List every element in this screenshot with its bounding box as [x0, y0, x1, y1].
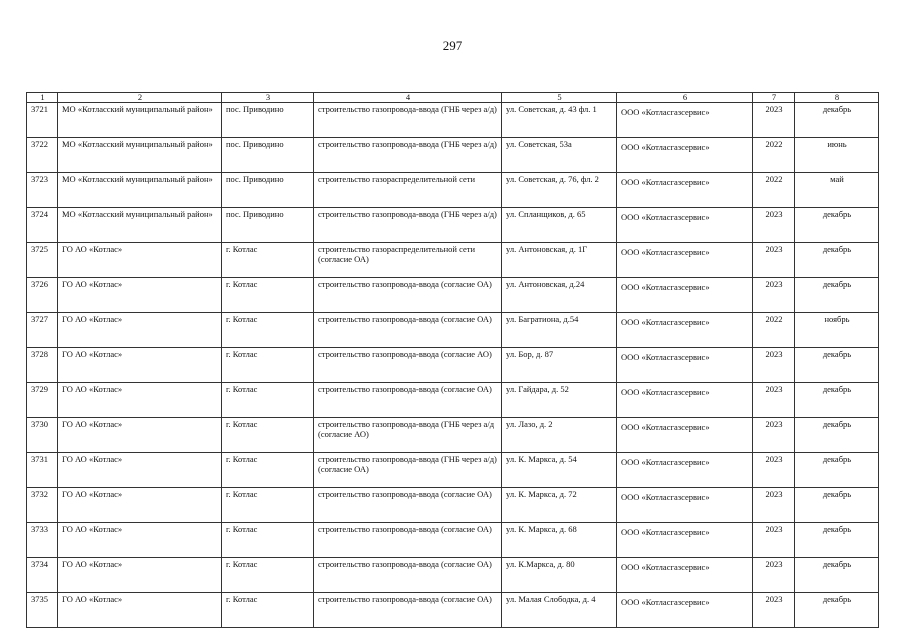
row-number-cell: 3721 — [27, 103, 58, 138]
row-number-cell: 3730 — [27, 418, 58, 453]
settlement-cell: г. Котлас — [222, 418, 314, 453]
settlement-cell: г. Котлас — [222, 348, 314, 383]
work-description-cell: строительство газораспределительной сети — [314, 173, 502, 208]
work-description-cell: строительство газопровода-ввода (ГНБ через а/д (согласие АО) — [314, 418, 502, 453]
municipality-cell: МО «Котласский муниципальный район» — [58, 103, 222, 138]
table-row — [27, 138, 879, 173]
municipality-cell: ГО АО «Котлас» — [58, 278, 222, 313]
month-cell: декабрь — [795, 278, 879, 313]
row-number-cell: 3734 — [27, 558, 58, 593]
row-number-cell: 3735 — [27, 593, 58, 628]
municipality-cell: ГО АО «Котлас» — [58, 243, 222, 278]
address-cell: ул. Спланщиков, д. 65 — [502, 208, 617, 243]
table-row — [27, 523, 879, 558]
table-row — [27, 418, 879, 453]
work-description-cell: строительство газопровода-ввода (согласие АО) — [314, 348, 502, 383]
municipality-cell: ГО АО «Котлас» — [58, 488, 222, 523]
row-number-cell: 3722 — [27, 138, 58, 173]
organization-cell: ООО «Котласгазсервис» — [617, 383, 753, 418]
row-number-cell: 3723 — [27, 173, 58, 208]
row-number-cell: 3724 — [27, 208, 58, 243]
year-cell: 2022 — [753, 313, 795, 348]
organization-cell: ООО «Котласгазсервис» — [617, 208, 753, 243]
settlement-cell: г. Котлас — [222, 523, 314, 558]
address-cell: ул. Лазо, д. 2 — [502, 418, 617, 453]
settlement-cell: пос. Приводино — [222, 138, 314, 173]
work-description-cell: строительство газораспределительной сети (согласие ОА) — [314, 243, 502, 278]
row-number-cell: 3727 — [27, 313, 58, 348]
work-description-cell: строительство газопровода-ввода (ГНБ через а/д) (согласие ОА) — [314, 453, 502, 488]
row-number-cell: 3732 — [27, 488, 58, 523]
column-header-3: 3 — [222, 93, 314, 103]
organization-cell: ООО «Котласгазсервис» — [617, 313, 753, 348]
organization-cell: ООО «Котласгазсервис» — [617, 523, 753, 558]
month-cell: декабрь — [795, 418, 879, 453]
table-row — [27, 383, 879, 418]
organization-cell: ООО «Котласгазсервис» — [617, 173, 753, 208]
work-description-cell: строительство газопровода-ввода (согласие ОА) — [314, 523, 502, 558]
table-row — [27, 208, 879, 243]
organization-cell: ООО «Котласгазсервис» — [617, 103, 753, 138]
row-number-cell: 3726 — [27, 278, 58, 313]
month-cell: ноябрь — [795, 313, 879, 348]
organization-cell: ООО «Котласгазсервис» — [617, 348, 753, 383]
year-cell: 2022 — [753, 138, 795, 173]
month-cell: декабрь — [795, 208, 879, 243]
municipality-cell: ГО АО «Котлас» — [58, 313, 222, 348]
address-cell: ул. К. Маркса, д. 68 — [502, 523, 617, 558]
settlement-cell: г. Котлас — [222, 488, 314, 523]
municipality-cell: ГО АО «Котлас» — [58, 593, 222, 628]
address-cell: ул. Антоновская, д. 1Г — [502, 243, 617, 278]
column-header-4: 4 — [314, 93, 502, 103]
table-row — [27, 348, 879, 383]
row-number-cell: 3725 — [27, 243, 58, 278]
table-row — [27, 593, 879, 628]
year-cell: 2023 — [753, 208, 795, 243]
month-cell: декабрь — [795, 243, 879, 278]
organization-cell: ООО «Котласгазсервис» — [617, 593, 753, 628]
settlement-cell: пос. Приводино — [222, 208, 314, 243]
month-cell: декабрь — [795, 523, 879, 558]
month-cell: июнь — [795, 138, 879, 173]
work-description-cell: строительство газопровода-ввода (согласие ОА) — [314, 558, 502, 593]
table-row — [27, 278, 879, 313]
municipality-cell: ГО АО «Котлас» — [58, 523, 222, 558]
month-cell: декабрь — [795, 593, 879, 628]
month-cell: декабрь — [795, 103, 879, 138]
municipality-cell: МО «Котласский муниципальный район» — [58, 173, 222, 208]
organization-cell: ООО «Котласгазсервис» — [617, 558, 753, 593]
year-cell: 2023 — [753, 103, 795, 138]
municipality-cell: ГО АО «Котлас» — [58, 383, 222, 418]
municipality-cell: ГО АО «Котлас» — [58, 453, 222, 488]
address-cell: ул. Бор, д. 87 — [502, 348, 617, 383]
header-row — [27, 93, 879, 103]
row-number-cell: 3731 — [27, 453, 58, 488]
settlement-cell: г. Котлас — [222, 313, 314, 348]
settlement-cell: г. Котлас — [222, 558, 314, 593]
table-row — [27, 103, 879, 138]
municipality-cell: ГО АО «Котлас» — [58, 558, 222, 593]
row-number-cell: 3729 — [27, 383, 58, 418]
address-cell: ул. Малая Слободка, д. 4 — [502, 593, 617, 628]
work-description-cell: строительство газопровода-ввода (ГНБ через а/д) — [314, 138, 502, 173]
address-cell: ул. К. Маркса, д. 54 — [502, 453, 617, 488]
table-row — [27, 313, 879, 348]
work-description-cell: строительство газопровода-ввода (согласие ОА) — [314, 313, 502, 348]
municipality-cell: МО «Котласский муниципальный район» — [58, 208, 222, 243]
column-header-6: 6 — [617, 93, 753, 103]
month-cell: декабрь — [795, 383, 879, 418]
organization-cell: ООО «Котласгазсервис» — [617, 138, 753, 173]
column-header-7: 7 — [753, 93, 795, 103]
address-cell: ул. Антоновская, д.24 — [502, 278, 617, 313]
table-row — [27, 243, 879, 278]
month-cell: декабрь — [795, 348, 879, 383]
address-cell: ул. Советская, 53а — [502, 138, 617, 173]
address-cell: ул. Багратиона, д.54 — [502, 313, 617, 348]
settlement-cell: пос. Приводино — [222, 103, 314, 138]
year-cell: 2023 — [753, 383, 795, 418]
address-cell: ул. К.Маркса, д. 80 — [502, 558, 617, 593]
settlement-cell: г. Котлас — [222, 593, 314, 628]
month-cell: декабрь — [795, 558, 879, 593]
year-cell: 2023 — [753, 488, 795, 523]
settlement-cell: г. Котлас — [222, 383, 314, 418]
column-header-1: 1 — [27, 93, 58, 103]
municipality-cell: ГО АО «Котлас» — [58, 348, 222, 383]
address-cell: ул. Гайдара, д. 52 — [502, 383, 617, 418]
month-cell: май — [795, 173, 879, 208]
work-description-cell: строительство газопровода-ввода (согласие ОА) — [314, 488, 502, 523]
month-cell: декабрь — [795, 453, 879, 488]
table-row — [27, 173, 879, 208]
settlement-cell: г. Котлас — [222, 243, 314, 278]
year-cell: 2023 — [753, 243, 795, 278]
month-cell: декабрь — [795, 488, 879, 523]
municipality-cell: МО «Котласский муниципальный район» — [58, 138, 222, 173]
settlement-cell: г. Котлас — [222, 278, 314, 313]
settlement-cell: пос. Приводино — [222, 173, 314, 208]
year-cell: 2022 — [753, 173, 795, 208]
page-number: 297 — [442, 38, 463, 53]
data-table — [26, 92, 879, 628]
work-description-cell: строительство газопровода-ввода (ГНБ через а/д) — [314, 208, 502, 243]
organization-cell: ООО «Котласгазсервис» — [617, 278, 753, 313]
row-number-cell: 3728 — [27, 348, 58, 383]
column-header-5: 5 — [502, 93, 617, 103]
year-cell: 2023 — [753, 453, 795, 488]
organization-cell: ООО «Котласгазсервис» — [617, 243, 753, 278]
address-cell: ул. Советская, д. 76, фл. 2 — [502, 173, 617, 208]
year-cell: 2023 — [753, 278, 795, 313]
work-description-cell: строительство газопровода-ввода (согласие ОА) — [314, 383, 502, 418]
year-cell: 2023 — [753, 558, 795, 593]
column-header-2: 2 — [58, 93, 222, 103]
row-number-cell: 3733 — [27, 523, 58, 558]
municipality-cell: ГО АО «Котлас» — [58, 418, 222, 453]
table-row — [27, 488, 879, 523]
organization-cell: ООО «Котласгазсервис» — [617, 418, 753, 453]
work-description-cell: строительство газопровода-ввода (ГНБ через а/д) — [314, 103, 502, 138]
settlement-cell: г. Котлас — [222, 453, 314, 488]
table-body — [27, 103, 879, 628]
address-cell: ул. Советская, д. 43 фл. 1 — [502, 103, 617, 138]
work-description-cell: строительство газопровода-ввода (согласие ОА) — [314, 278, 502, 313]
address-cell: ул. К. Маркса, д. 72 — [502, 488, 617, 523]
year-cell: 2023 — [753, 523, 795, 558]
table-row — [27, 453, 879, 488]
table-row — [27, 558, 879, 593]
year-cell: 2023 — [753, 418, 795, 453]
column-header-8: 8 — [795, 93, 879, 103]
organization-cell: ООО «Котласгазсервис» — [617, 488, 753, 523]
work-description-cell: строительство газопровода-ввода (согласие ОА) — [314, 593, 502, 628]
year-cell: 2023 — [753, 348, 795, 383]
organization-cell: ООО «Котласгазсервис» — [617, 453, 753, 488]
year-cell: 2023 — [753, 593, 795, 628]
